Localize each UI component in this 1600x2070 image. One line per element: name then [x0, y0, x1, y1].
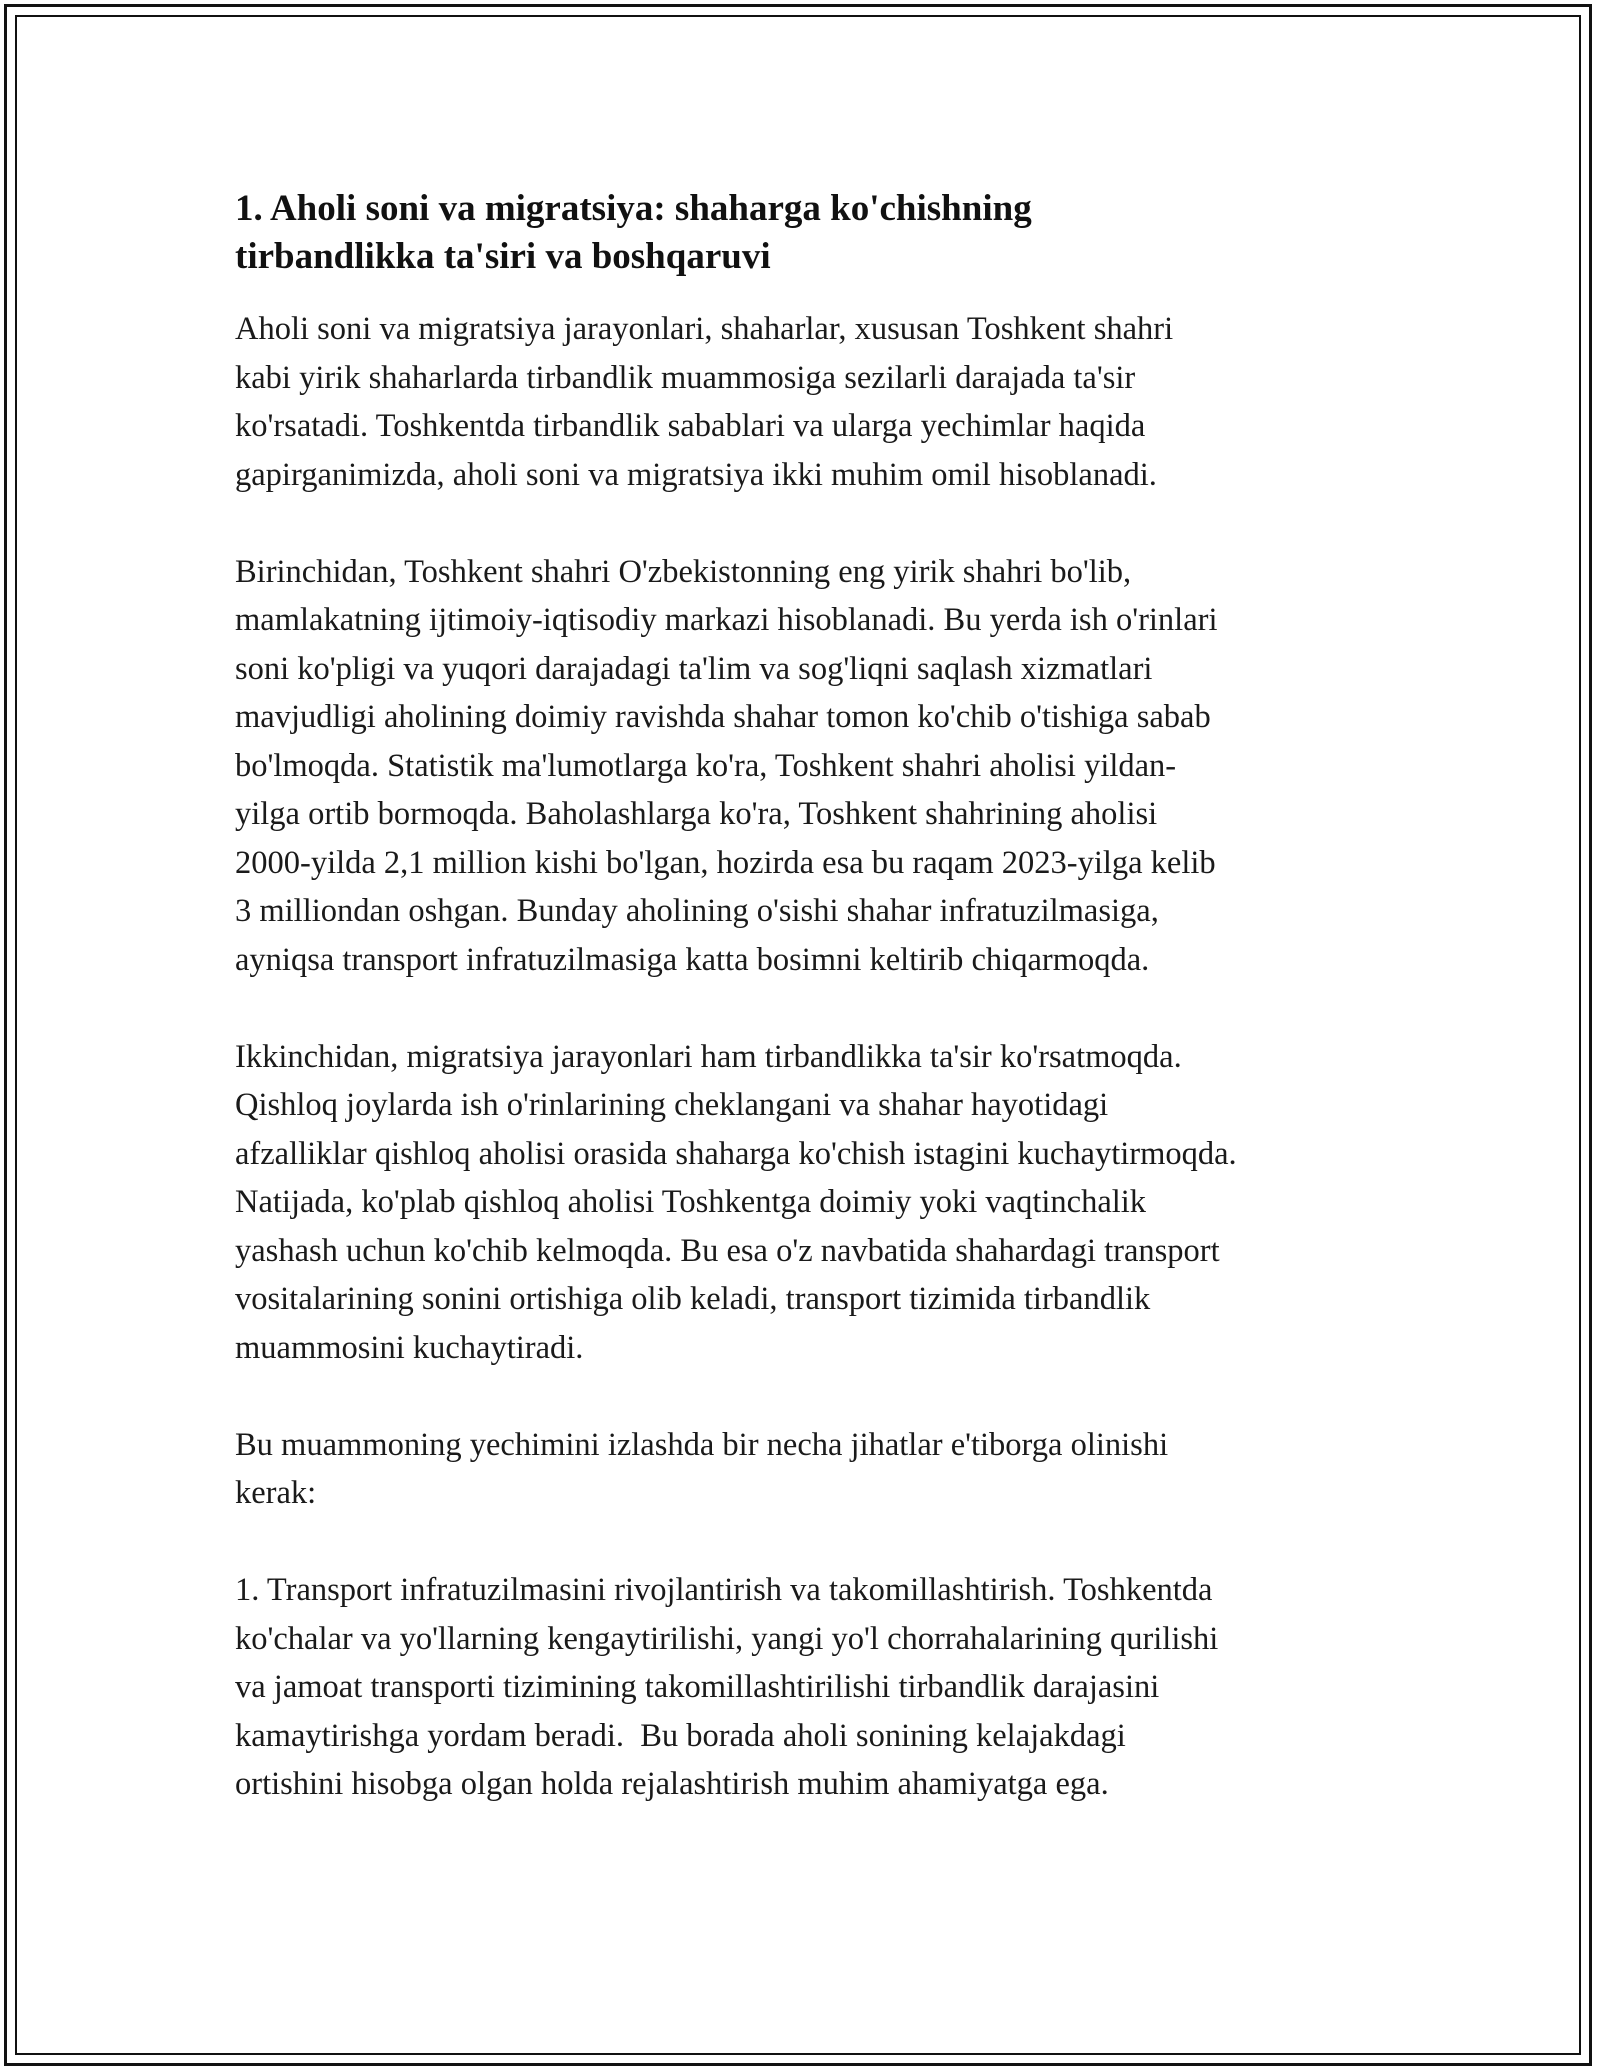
- paragraph-solutions-intro: Bu muammoning yechimini izlashda bir necha jihatlar e'tiborga olinishi kerak:: [235, 1426, 1169, 1511]
- paragraph-first-reason: Birinchidan, Toshkent shahri O'zbekistonning eng yirik shahri bo'lib, mamlakatning ijtimoiy-iqtisodiy markazi hisoblanadi. Bu yerda ish o'rinlari soni ko'pligi va yuqori darajadagi ta'lim va sog'liqni saqlash xizmatlari mavjudligi aholining doimiy ravishda shahar tomon ko'chib o'tishiga sabab bo'lmoqda. Statistik ma'lumotlarga ko'ra, Toshkent shahri aholisi yildan- yilga ortib bormoqda. Baholashlarga ko'ra, Toshkent shahrining aholisi 2000-yilda 2,1 million kishi bo'lgan, hozirda esa bu raqam 2023-yilga kelib 3 milliondan oshgan. Bunday aholining o'sishi shahar infratuzilmasiga, ayniqsa transport infratuzilmasiga katta bosimni keltirib chiqarmoqda.: [235, 553, 1218, 978]
- document-body: [235, 185, 1375, 1857]
- section-heading: 1. Aholi soni va migratsiya: shaharga ko'chishning tirbandlikka ta'siri va boshqaruvi: [235, 188, 1032, 277]
- paragraph-intro: Aholi soni va migratsiya jarayonlari, shaharlar, xususan Toshkent shahri kabi yirik shaharlarda tirbandlik muammosiga sezilarli darajada ta'sir ko'rsatadi. Toshkentda tirbandlik sabablari va ularga yechimlar haqida gapirganimizda, aholi soni va migratsiya ikki muhim omil hisoblanadi.: [235, 311, 1174, 493]
- paragraph-solution-1: 1. Transport infratuzilmasini rivojlantirish va takomillashtirish. Toshkentda ko'chalar va yo'llarning kengaytirilishi, yangi yo'l chorrahalarining qurilishi va jamoat transporti tizimining takomillashtirilishi tirbandlik darajasini kamaytirishga yordam beradi. Bu borada aholi sonining kelajakdagi ortishini hisobga olgan holda rejalashtirish muhim ahamiyatga ega.: [235, 1572, 1219, 1802]
- paragraph-second-reason: Ikkinchidan, migratsiya jarayonlari ham tirbandlikka ta'sir ko'rsatmoqda. Qishloq joylarda ish o'rinlarining cheklangani va shahar hayotidagi afzalliklar qishloq aholisi orasida shaharga ko'chish istagini kuchaytirmoqda. Natijada, ko'plab qishloq aholisi Toshkentga doimiy yoki vaqtinchalik yashash uchun ko'chib kelmoqda. Bu esa o'z navbatida shahardagi transport vositalarining sonini ortishiga olib keladi, transport tizimida tirbandlik muammosini kuchaytiradi.: [235, 1038, 1237, 1366]
